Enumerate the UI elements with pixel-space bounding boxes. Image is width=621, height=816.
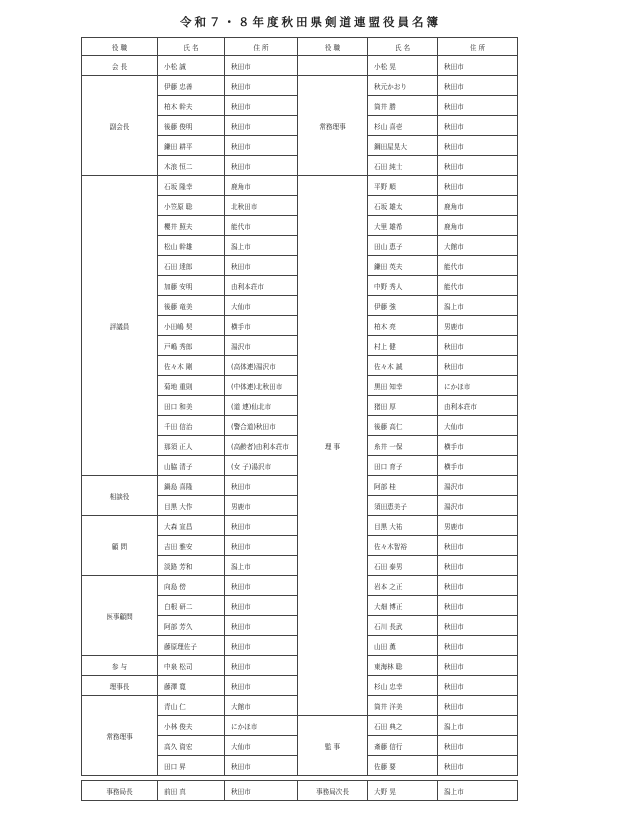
role-cell: 常務理事: [298, 76, 368, 176]
address-cell: 大仙市: [225, 736, 298, 756]
header-address: 住 所: [225, 38, 298, 56]
table-row: [82, 76, 518, 96]
name-cell: 石川 長武: [368, 616, 438, 636]
name-cell: 高久 資宏: [158, 736, 225, 756]
address-cell: 秋田市: [438, 116, 518, 136]
address-cell: 秋田市: [438, 76, 518, 96]
name-cell: 向島 傍: [158, 576, 225, 596]
role-cell: 常務理事: [82, 696, 158, 776]
address-cell: 横手市: [438, 456, 518, 476]
address-cell: 秋田市: [438, 336, 518, 356]
address-cell: 大館市: [225, 696, 298, 716]
address-cell: 秋田市: [225, 76, 298, 96]
address-cell: 秋田市: [438, 536, 518, 556]
address-cell: 北秋田市: [225, 196, 298, 216]
name-cell: 伊藤 強: [368, 296, 438, 316]
address-cell: 秋田市: [438, 556, 518, 576]
name-cell: 猪田 厚: [368, 396, 438, 416]
address-cell: 秋田市: [225, 576, 298, 596]
name-cell: 東海林 聡: [368, 656, 438, 676]
header-role: 役 職: [298, 38, 368, 56]
role-cell: 医事顧問: [82, 576, 158, 656]
name-cell: 青山 仁: [158, 696, 225, 716]
address-cell: 秋田市: [225, 476, 298, 496]
name-cell: 目黒 大祐: [368, 516, 438, 536]
name-cell: 大里 雄希: [368, 216, 438, 236]
address-cell: 潟上市: [438, 716, 518, 736]
name-cell: 阿部 芳久: [158, 616, 225, 636]
address-cell: 能代市: [438, 276, 518, 296]
name-cell: 白根 研二: [158, 596, 225, 616]
role-cell: 理 事: [298, 176, 368, 716]
role-cell: 監 事: [298, 716, 368, 776]
role-cell: 相談役: [82, 476, 158, 516]
address-cell: (道 連)仙北市: [225, 396, 298, 416]
address-cell: 秋田市: [438, 756, 518, 776]
name-cell: 前田 真: [158, 781, 225, 801]
name-cell: 木浪 恒二: [158, 156, 225, 176]
name-cell: 村上 健: [368, 336, 438, 356]
name-cell: 淡路 芳和: [158, 556, 225, 576]
name-cell: 柏木 亮: [368, 316, 438, 336]
address-cell: (高齢者)由利本荘市: [225, 436, 298, 456]
name-cell: 鎌田 英夫: [368, 256, 438, 276]
address-cell: にかほ市: [438, 376, 518, 396]
name-cell: 石田 泰男: [368, 556, 438, 576]
address-cell: 由利本荘市: [438, 396, 518, 416]
name-cell: 菊地 重則: [158, 376, 225, 396]
role-cell: 事務局長: [82, 781, 158, 801]
address-cell: 秋田市: [438, 156, 518, 176]
name-cell: 藤澤 寛: [158, 676, 225, 696]
address-cell: 秋田市: [438, 596, 518, 616]
table-row: [82, 56, 518, 76]
address-cell: 秋田市: [438, 176, 518, 196]
name-cell: 田口 昇: [158, 756, 225, 776]
address-cell: 大仙市: [225, 296, 298, 316]
address-cell: 大館市: [438, 236, 518, 256]
name-cell: 田口 育子: [368, 456, 438, 476]
name-cell: 小松 誠: [158, 56, 225, 76]
address-cell: 潟上市: [225, 236, 298, 256]
name-cell: 小田嶋 契: [158, 316, 225, 336]
address-cell: 秋田市: [225, 116, 298, 136]
header-role: 役 職: [82, 38, 158, 56]
address-cell: 秋田市: [438, 636, 518, 656]
address-cell: 秋田市: [225, 596, 298, 616]
name-cell: 櫻井 照夫: [158, 216, 225, 236]
officers-table: [81, 37, 518, 776]
address-cell: 秋田市: [438, 96, 518, 116]
role-cell: 副会長: [82, 76, 158, 176]
role-cell: 参 与: [82, 656, 158, 676]
name-cell: 小林 俊夫: [158, 716, 225, 736]
role-cell: 事務局次長: [298, 781, 368, 801]
address-cell: 横手市: [438, 436, 518, 456]
address-cell: 男鹿市: [438, 516, 518, 536]
name-cell: 柏木 幹夫: [158, 96, 225, 116]
name-cell: 後藤 竜美: [158, 296, 225, 316]
name-cell: 山脇 清子: [158, 456, 225, 476]
name-cell: 小松 晃: [368, 56, 438, 76]
address-cell: (警合道)秋田市: [225, 416, 298, 436]
page-title: 令和７・８年度秋田県剣道連盟役員名簿: [180, 15, 441, 29]
header-address: 住 所: [438, 38, 518, 56]
name-cell: 佐々木 誠: [368, 356, 438, 376]
name-cell: 伊藤 忠善: [158, 76, 225, 96]
name-cell: 石坂 雄太: [368, 196, 438, 216]
name-cell: 杉山 忠幸: [368, 676, 438, 696]
address-cell: 秋田市: [438, 676, 518, 696]
address-cell: 能代市: [225, 216, 298, 236]
role-cell: 顧 問: [82, 516, 158, 576]
address-cell: 鹿角市: [438, 216, 518, 236]
table-header-row: [82, 38, 518, 56]
name-cell: 鎌田 耕平: [158, 136, 225, 156]
address-cell: 男鹿市: [438, 316, 518, 336]
address-cell: 鹿角市: [438, 196, 518, 216]
name-cell: 田口 和美: [158, 396, 225, 416]
address-cell: 湯沢市: [438, 476, 518, 496]
name-cell: 那須 正人: [158, 436, 225, 456]
name-cell: 石坂 隆幸: [158, 176, 225, 196]
address-cell: 秋田市: [225, 136, 298, 156]
name-cell: 小笠原 聡: [158, 196, 225, 216]
name-cell: 石田 達郎: [158, 256, 225, 276]
name-cell: 中泉 松司: [158, 656, 225, 676]
name-cell: 佐々木智裕: [368, 536, 438, 556]
address-cell: (女 子)湯沢市: [225, 456, 298, 476]
address-cell: 秋田市: [225, 616, 298, 636]
address-cell: (高体連)湯沢市: [225, 356, 298, 376]
name-cell: 藤原理佐子: [158, 636, 225, 656]
table-row: [82, 781, 518, 801]
name-cell: 戸嶋 秀郎: [158, 336, 225, 356]
address-cell: 潟上市: [438, 296, 518, 316]
address-cell: 秋田市: [225, 676, 298, 696]
address-cell: 秋田市: [438, 736, 518, 756]
address-cell: 秋田市: [225, 256, 298, 276]
name-cell: 秋元かおり: [368, 76, 438, 96]
address-cell: 秋田市: [438, 576, 518, 596]
role-cell: 評議員: [82, 176, 158, 476]
address-cell: (中体連)北秋田市: [225, 376, 298, 396]
address-cell: 大仙市: [438, 416, 518, 436]
name-cell: 斎藤 信行: [368, 736, 438, 756]
address-cell: 秋田市: [225, 56, 298, 76]
address-cell: にかほ市: [225, 716, 298, 736]
name-cell: 黒田 知幸: [368, 376, 438, 396]
address-cell: 鹿角市: [225, 176, 298, 196]
address-cell: 秋田市: [438, 356, 518, 376]
address-cell: 湯沢市: [225, 336, 298, 356]
secretariat-table: [81, 780, 518, 801]
address-cell: 秋田市: [225, 656, 298, 676]
name-cell: 後藤 高仁: [368, 416, 438, 436]
address-cell: 能代市: [438, 256, 518, 276]
name-cell: 鋼田屋晃大: [368, 136, 438, 156]
name-cell: 筒井 勝: [368, 96, 438, 116]
address-cell: 秋田市: [438, 56, 518, 76]
name-cell: 後藤 俊明: [158, 116, 225, 136]
role-cell: 理事長: [82, 676, 158, 696]
name-cell: 吉田 雅安: [158, 536, 225, 556]
name-cell: 大畑 博正: [368, 596, 438, 616]
address-cell: 潟上市: [225, 556, 298, 576]
role-cell: [298, 56, 368, 76]
address-cell: 秋田市: [438, 656, 518, 676]
name-cell: 山田 薫: [368, 636, 438, 656]
address-cell: 秋田市: [225, 781, 298, 801]
name-cell: 石田 典之: [368, 716, 438, 736]
name-cell: 須田恵美子: [368, 496, 438, 516]
name-cell: 千田 信治: [158, 416, 225, 436]
name-cell: 大野 晃: [368, 781, 438, 801]
role-cell: 会 長: [82, 56, 158, 76]
address-cell: 秋田市: [225, 96, 298, 116]
address-cell: 秋田市: [438, 616, 518, 636]
address-cell: 秋田市: [225, 756, 298, 776]
address-cell: 潟上市: [438, 781, 518, 801]
name-cell: 田山 恵子: [368, 236, 438, 256]
name-cell: 岩本 之正: [368, 576, 438, 596]
name-cell: 佐々木 剛: [158, 356, 225, 376]
name-cell: 筒井 洋美: [368, 696, 438, 716]
name-cell: 杉山 喜壱: [368, 116, 438, 136]
address-cell: 秋田市: [225, 156, 298, 176]
name-cell: 糸井 一保: [368, 436, 438, 456]
table-row: [82, 176, 518, 196]
address-cell: 湯沢市: [438, 496, 518, 516]
header-name: 氏 名: [158, 38, 225, 56]
address-cell: 秋田市: [225, 536, 298, 556]
address-cell: 秋田市: [225, 636, 298, 656]
address-cell: 秋田市: [438, 696, 518, 716]
address-cell: 男鹿市: [225, 496, 298, 516]
address-cell: 由利本荘市: [225, 276, 298, 296]
name-cell: 松山 幹雄: [158, 236, 225, 256]
address-cell: 横手市: [225, 316, 298, 336]
name-cell: 加藤 安明: [158, 276, 225, 296]
name-cell: 阿部 桂: [368, 476, 438, 496]
address-cell: 秋田市: [225, 516, 298, 536]
name-cell: 鍋島 喜隆: [158, 476, 225, 496]
name-cell: 中野 秀人: [368, 276, 438, 296]
name-cell: 佐藤 要: [368, 756, 438, 776]
header-name: 氏 名: [368, 38, 438, 56]
name-cell: 大森 宣昌: [158, 516, 225, 536]
name-cell: 目黒 大作: [158, 496, 225, 516]
name-cell: 石田 純士: [368, 156, 438, 176]
name-cell: 平野 順: [368, 176, 438, 196]
address-cell: 秋田市: [438, 136, 518, 156]
